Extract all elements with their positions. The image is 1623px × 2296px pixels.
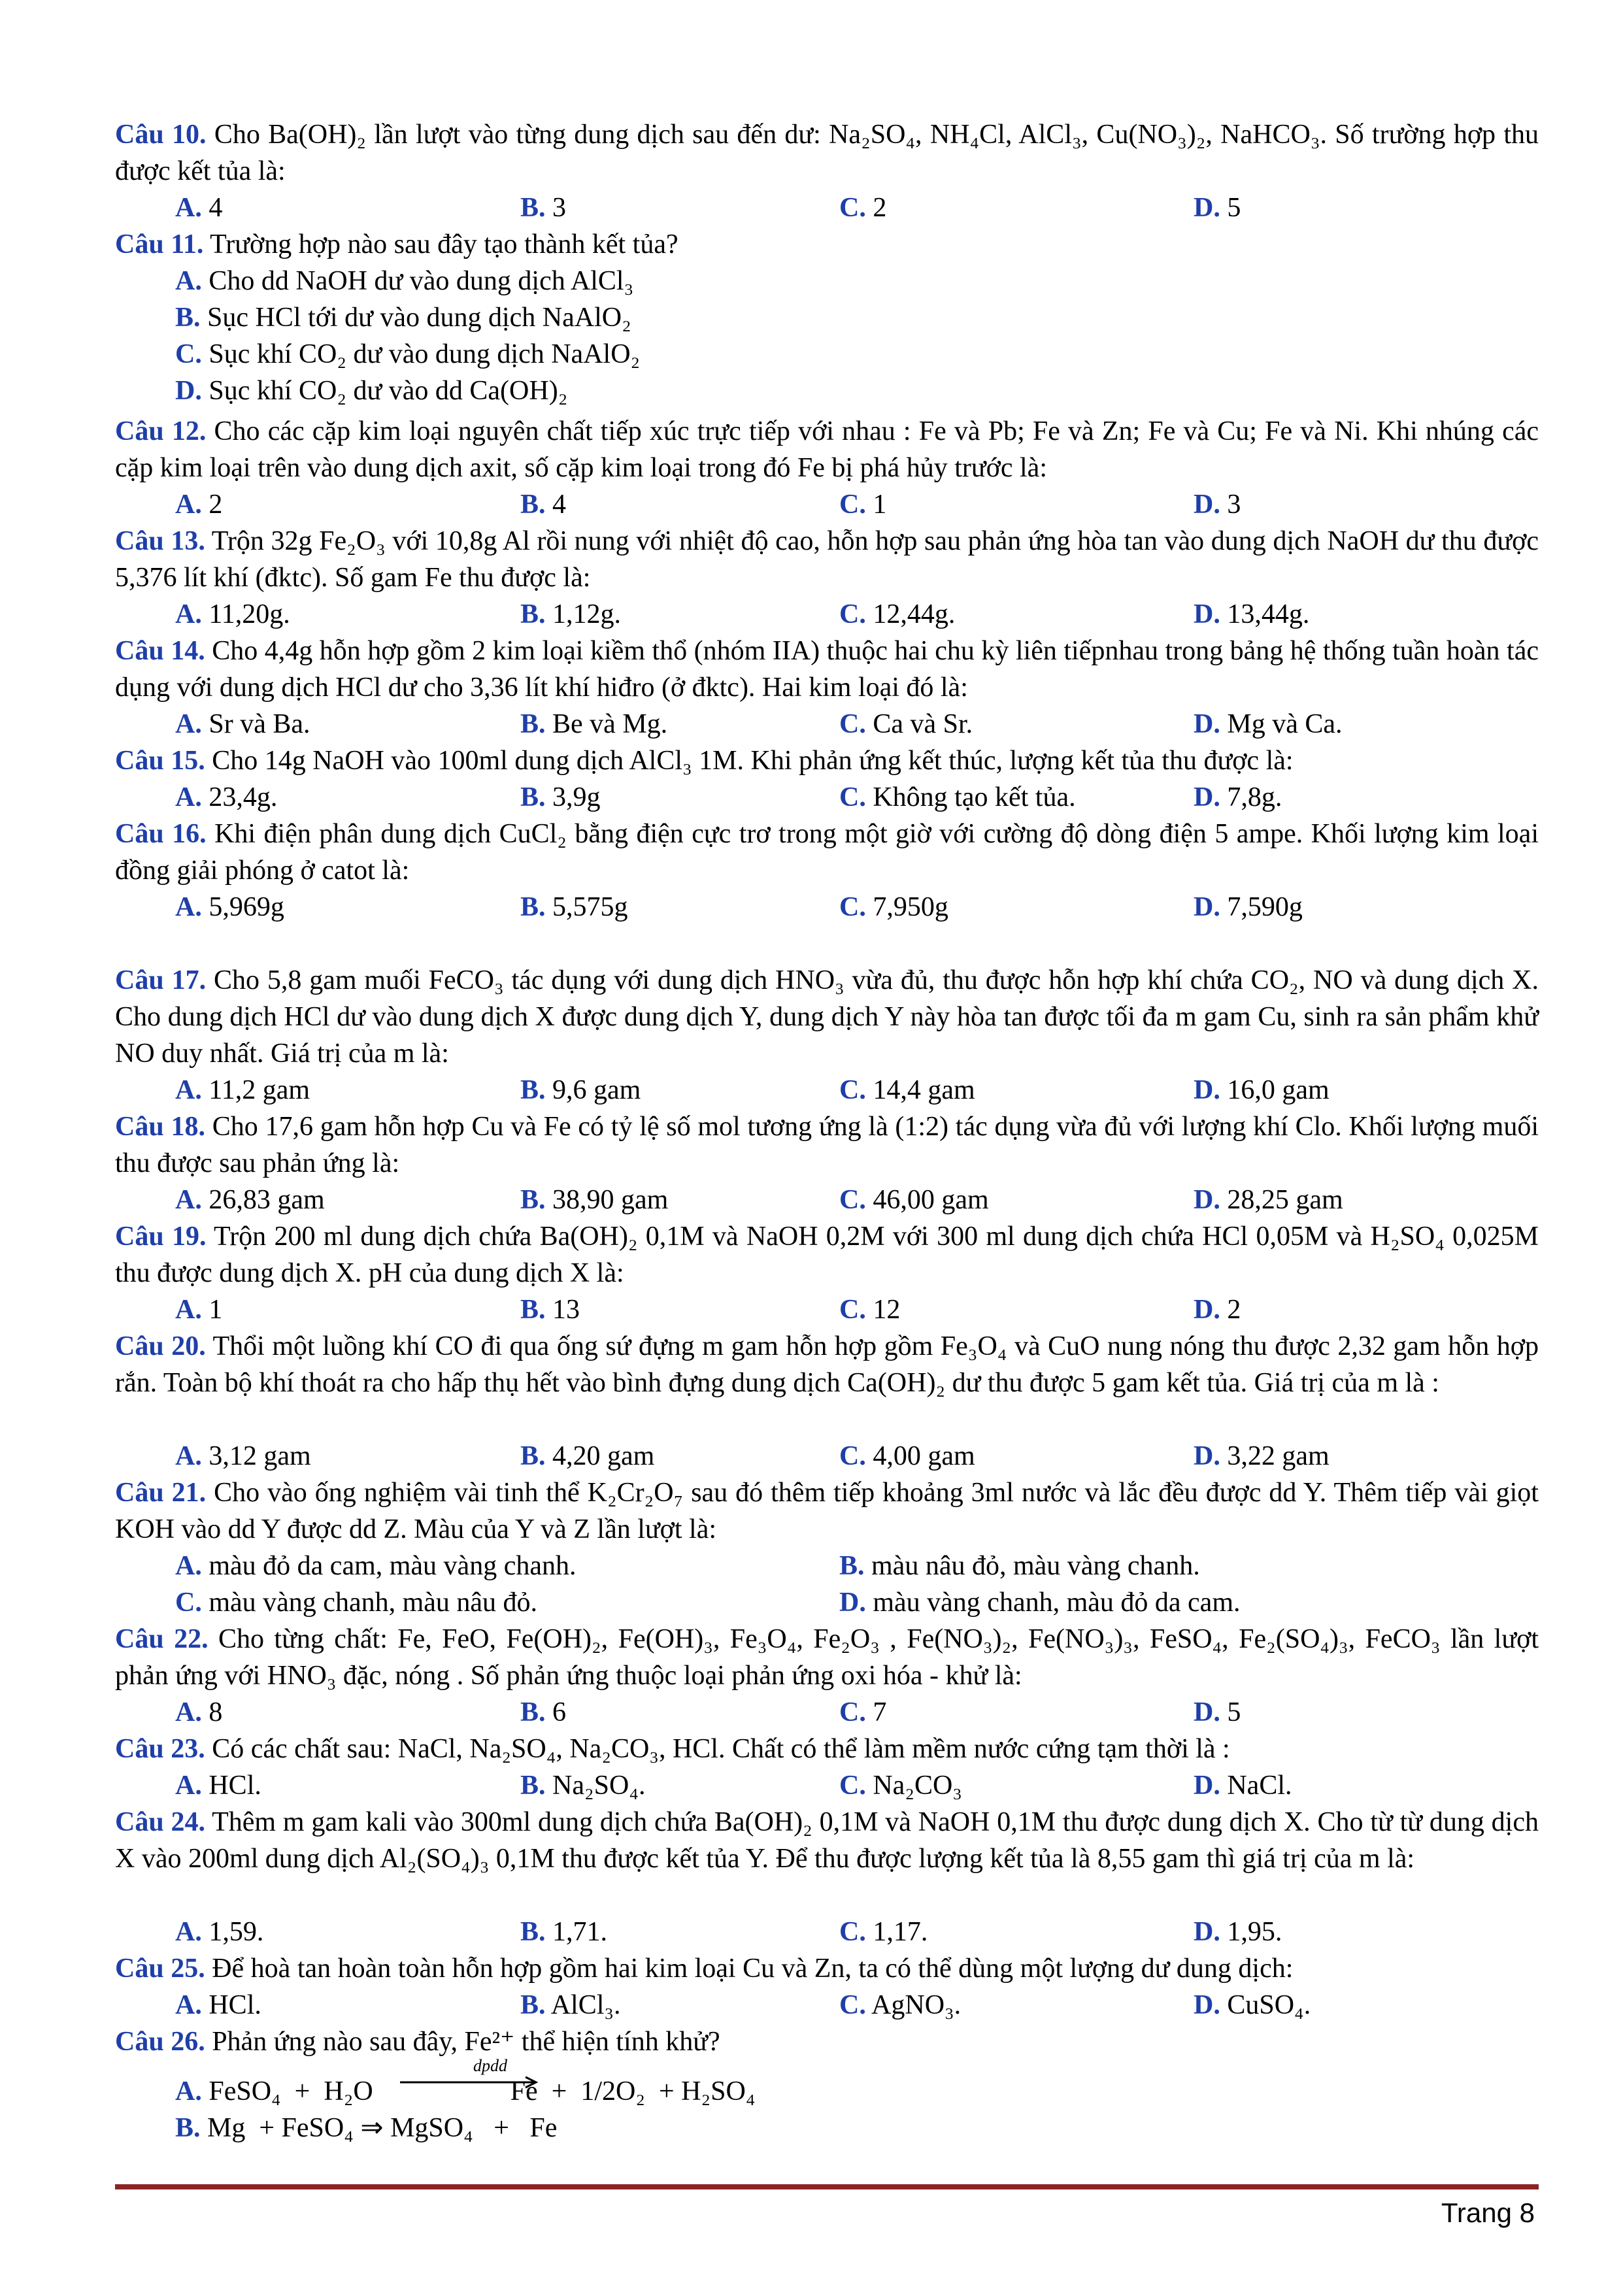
- option-letter: A.: [175, 1697, 202, 1727]
- option-text: Ca và Sr.: [873, 709, 973, 739]
- question-label: Câu 17.: [115, 965, 207, 995]
- option-text: 26,83 gam: [209, 1185, 325, 1215]
- question-label: Câu 15.: [115, 746, 205, 776]
- option-letter: C.: [175, 339, 202, 369]
- question-text: Trộn 200 ml dung dịch chứa Ba(OH)₂ 0,1M và NaOH 0,2M với 300 ml dung dịch chứa HCl 0,05M và H₂SO₄ 0,025M thu được dung dịch X. pH của dung dịch X là:: [115, 1222, 1539, 1288]
- option-text: 4: [209, 193, 223, 223]
- option-letter: A.: [175, 1771, 202, 1801]
- option-letter: C.: [839, 1697, 866, 1727]
- option-letter: B.: [520, 1917, 546, 1947]
- question-text: Cho từng chất: Fe, FeO, Fe(OH)₂, Fe(OH)₃, Fe₃O₄, Fe₂O₃ , Fe(NO₃)₂, Fe(NO₃)₃, FeSO₄, Fe₂(SO₄)₃, FeCO₃ lần lượt phản ứng với HNO₃ đặc, nóng . Số phản ứng thuộc loại phản ứng oxi hóa - khử là:: [115, 1624, 1539, 1691]
- option-letter: D.: [1194, 1917, 1220, 1947]
- option-text: 12,44g.: [873, 599, 956, 629]
- option-letter: D.: [1194, 1075, 1220, 1105]
- question-11: [115, 226, 1539, 263]
- option-letter: B.: [520, 1990, 546, 2020]
- question-text: Thêm m gam kali vào 300ml dung dịch chứa Ba(OH)₂ 0,1M và NaOH 0,1M thu được dung dịch X. Cho từ từ dung dịch X vào 200ml dung dịch Al₂(SO₄)₃ 0,1M thu được kết tủa Y. Để thu được lượng kết tủa là 8,55 gam thì giá trị của m là:: [115, 1807, 1539, 1874]
- question-label: Câu 21.: [115, 1478, 207, 1508]
- option-text: 3,22 gam: [1227, 1441, 1330, 1471]
- question-text: Cho 4,4g hỗn hợp gồm 2 kim loại kiềm thổ (nhóm IIA) thuộc hai chu kỳ liên tiếpnhau trong bảng hệ thống tuần hoàn tác dụng với dung dịch HCl dư cho 3,36 lít khí hiđro (ở đktc). Hai kim loại đó là:: [115, 636, 1539, 703]
- option-text: màu vàng chanh, màu đỏ da cam.: [873, 1588, 1241, 1618]
- option-letter: A.: [175, 490, 202, 520]
- option-letter: B.: [520, 599, 546, 629]
- option-line: [175, 299, 631, 336]
- options-row: [115, 1182, 1539, 1218]
- options-row: [115, 706, 1539, 742]
- option-letter: B.: [520, 1697, 546, 1727]
- option-letter: C.: [839, 1075, 866, 1105]
- option-text: 3,12 gam: [209, 1441, 311, 1471]
- option-letter: D.: [1194, 490, 1220, 520]
- option-letter: B.: [520, 1441, 546, 1471]
- option-text: 5: [1227, 1697, 1241, 1727]
- option-letter: A.: [175, 2076, 202, 2106]
- option-line: [175, 263, 633, 299]
- option-letter: A.: [175, 1295, 202, 1325]
- option-letter: D.: [1194, 1990, 1220, 2020]
- question-10: [115, 116, 1539, 190]
- option-text: 14,4 gam: [873, 1075, 975, 1105]
- question-text: Trộn 32g Fe₂O₃ với 10,8g Al rồi nung với nhiệt độ cao, hỗn hợp sau phản ứng hòa tan vào dung dịch NaOH dư thu được 5,376 lít khí (đktc). Số gam Fe thu được là:: [115, 526, 1539, 593]
- option-text: Be và Mg.: [552, 709, 668, 739]
- option-letter: B.: [520, 1185, 546, 1215]
- option-text: 6: [552, 1697, 567, 1727]
- option-text: Cho dd NaOH dư vào dung dịch AlCl₃: [209, 266, 634, 296]
- option-letter: C.: [839, 709, 866, 739]
- option-text: màu đỏ da cam, màu vàng chanh.: [209, 1551, 577, 1581]
- option-letter: A.: [175, 599, 202, 629]
- options-row: [115, 1584, 1539, 1621]
- question-19: [115, 1218, 1539, 1291]
- question-26: [115, 2023, 1539, 2060]
- option-line: [175, 2110, 557, 2146]
- option-letter: A.: [175, 1075, 202, 1105]
- option-text: 5,969g: [209, 892, 284, 922]
- option-text: 8: [209, 1697, 223, 1727]
- option-letter: A.: [175, 193, 202, 223]
- option-letter: A.: [175, 709, 202, 739]
- question-text: Cho vào ống nghiệm vài tinh thể K₂Cr₂O₇ sau đó thêm tiếp khoảng 3ml nước và lắc đều được dd Y. Thêm tiếp vài giọt KOH vào dd Y được dd Z. Màu của Y và Z lần lượt là:: [115, 1478, 1539, 1544]
- option-text: 1,17.: [873, 1917, 928, 1947]
- question-label: Câu 18.: [115, 1112, 205, 1142]
- option-text: 4: [552, 490, 567, 520]
- option-text: Sục khí CO₂ dư vào dd Ca(OH)₂: [209, 376, 568, 406]
- option-text: màu nâu đỏ, màu vàng chanh.: [871, 1551, 1200, 1581]
- option-text: Na₂CO₃: [873, 1771, 962, 1801]
- option-text: 46,00 gam: [873, 1185, 989, 1215]
- option-text: 23,4g.: [209, 782, 278, 812]
- option-letter: C.: [839, 490, 866, 520]
- question-label: Câu 16.: [115, 819, 207, 849]
- option-text: 2: [1227, 1295, 1241, 1325]
- option-letter: D.: [1194, 709, 1220, 739]
- option-letter: B.: [175, 2113, 201, 2143]
- option-text: 3: [552, 193, 567, 223]
- question-label: Câu 13.: [115, 526, 205, 556]
- option-text: 7: [873, 1697, 887, 1727]
- option-letter: C.: [839, 892, 866, 922]
- question-17: [115, 962, 1539, 1072]
- question-14: [115, 633, 1539, 706]
- question-label: Câu 10.: [115, 120, 207, 150]
- question-label: Câu 25.: [115, 1954, 205, 1984]
- option-letter: D.: [839, 1588, 866, 1618]
- option-letter: D.: [1194, 599, 1220, 629]
- option-text: HCl.: [209, 1771, 261, 1801]
- question-22: [115, 1621, 1539, 1694]
- question-label: Câu 19.: [115, 1222, 207, 1252]
- option-text: 1,95.: [1227, 1917, 1282, 1947]
- option-text: 11,20g.: [209, 599, 290, 629]
- option-text: 5,575g: [552, 892, 628, 922]
- option-text: FeSO₄ + H₂O Fe + 1/2O₂ + H₂SO₄: [209, 2076, 756, 2106]
- option-text: 1,59.: [209, 1917, 264, 1947]
- option-text: 3,9g: [552, 782, 601, 812]
- right-arrow-icon: [400, 2064, 544, 2090]
- option-line: [175, 336, 640, 373]
- question-label: Câu 26.: [115, 2027, 205, 2057]
- option-text: 3: [1227, 490, 1241, 520]
- question-text: Thổi một luồng khí CO đi qua ống sứ đựng m gam hỗn hợp gồm Fe₃O₄ và CuO nung nóng thu được 2,32 gam hỗn hợp rắn. Toàn bộ khí thoát ra cho hấp thụ hết vào bình đựng dung dịch Ca(OH)₂ dư thu được 5 gam kết tủa. Giá trị của m là :: [115, 1331, 1539, 1398]
- question-label: Câu 12.: [115, 416, 207, 446]
- option-text: Sục HCl tới dư vào dung dịch NaAlO₂: [207, 303, 631, 333]
- options-row: [115, 889, 1539, 925]
- question-label: Câu 24.: [115, 1807, 206, 1837]
- option-line: [175, 373, 567, 409]
- option-letter: B.: [175, 303, 201, 333]
- option-letter: A.: [175, 1917, 202, 1947]
- option-letter: D.: [1194, 193, 1220, 223]
- question-24: [115, 1804, 1539, 1877]
- options-row: [115, 1548, 1539, 1584]
- question-21: [115, 1474, 1539, 1548]
- options-row: [115, 1438, 1539, 1474]
- option-letter: C.: [839, 193, 866, 223]
- option-letter: B.: [520, 193, 546, 223]
- question-text: Khi điện phân dung dịch CuCl₂ bằng điện cực trơ trong một giờ với cường độ dòng điện 5 ampe. Khối lượng kim loại đồng giải phóng ở catot là:: [115, 819, 1539, 886]
- option-text: 11,2 gam: [209, 1075, 310, 1105]
- option-letter: D.: [1194, 1295, 1220, 1325]
- option-text: 4,00 gam: [873, 1441, 975, 1471]
- option-text: 7,950g: [873, 892, 948, 922]
- option-letter: A.: [175, 1990, 202, 2020]
- option-letter: A.: [175, 1441, 202, 1471]
- option-letter: A.: [175, 1185, 202, 1215]
- option-letter: C.: [175, 1588, 202, 1618]
- option-letter: B.: [520, 1075, 546, 1105]
- question-text: Để hoà tan hoàn toàn hỗn hợp gồm hai kim loại Cu và Zn, ta có thể dùng một lượng dư dung dịch:: [212, 1954, 1294, 1984]
- option-letter: D.: [1194, 782, 1220, 812]
- option-text: HCl.: [209, 1990, 261, 2020]
- question-label: Câu 20.: [115, 1331, 206, 1361]
- option-text: 9,6 gam: [552, 1075, 641, 1105]
- option-letter: B.: [520, 709, 546, 739]
- options-row: [115, 1291, 1539, 1328]
- option-letter: B.: [520, 782, 546, 812]
- question-25: [115, 1950, 1539, 1987]
- option-letter: A.: [175, 892, 202, 922]
- question-12: [115, 413, 1539, 486]
- option-text: 16,0 gam: [1227, 1075, 1330, 1105]
- question-text: Cho Ba(OH)₂ lần lượt vào từng dung dịch sau đến dư: Na₂SO₄, NH₄Cl, AlCl₃, Cu(NO₃)₂, NaHCO₃. Số trường hợp thu được kết tủa là:: [115, 120, 1539, 186]
- question-label: Câu 22.: [115, 1624, 209, 1654]
- option-text: Na₂SO₄.: [552, 1771, 646, 1801]
- option-text: 1: [873, 490, 887, 520]
- option-letter: A.: [175, 782, 202, 812]
- option-letter: C.: [839, 1990, 866, 2020]
- option-letter: C.: [839, 599, 866, 629]
- question-label: Câu 23.: [115, 1734, 205, 1764]
- option-text: 12: [873, 1295, 901, 1325]
- option-text: 7,590g: [1227, 892, 1303, 922]
- question-label: Câu 11.: [115, 229, 204, 259]
- option-letter: C.: [839, 1185, 866, 1215]
- option-text: 2: [873, 193, 887, 223]
- question-13: [115, 523, 1539, 596]
- option-letter: A.: [175, 266, 202, 296]
- option-letter: B.: [520, 1771, 546, 1801]
- options-row: [115, 779, 1539, 816]
- option-text: 2: [209, 490, 223, 520]
- option-letter: D.: [175, 376, 202, 406]
- option-text: 1,71.: [552, 1917, 608, 1947]
- question-text: Cho 5,8 gam muối FeCO₃ tác dụng với dung dịch HNO₃ vừa đủ, thu được hỗn hợp khí chứa CO₂, NO và dung dịch X. Cho dung dịch HCl dư vào dung dịch X được dung dịch Y, dung dịch Y này hòa tan được tối đa m gam Cu, sinh ra sản phẩm khử NO duy nhất. Giá trị của m là:: [115, 965, 1539, 1069]
- option-text: 1: [209, 1295, 223, 1325]
- question-23: [115, 1731, 1539, 1767]
- option-letter: C.: [839, 1441, 866, 1471]
- option-letter: B.: [520, 490, 546, 520]
- question-text: Cho 14g NaOH vào 100ml dung dịch AlCl₃ 1M. Khi phản ứng kết thúc, lượng kết tủa thu được là:: [212, 746, 1294, 776]
- option-text: 7,8g.: [1227, 782, 1282, 812]
- option-text: CuSO₄.: [1227, 1990, 1311, 2020]
- options-row: [115, 1694, 1539, 1731]
- option-text: AlCl₃.: [550, 1990, 621, 2020]
- question-text: Có các chất sau: NaCl, Na₂SO₄, Na₂CO₃, HCl. Chất có thể làm mềm nước cứng tạm thời là :: [212, 1734, 1230, 1764]
- options-row: [115, 1767, 1539, 1804]
- option-letter: A.: [175, 1551, 202, 1581]
- option-text: 5: [1227, 193, 1241, 223]
- option-letter: D.: [1194, 892, 1220, 922]
- option-letter: C.: [839, 782, 866, 812]
- option-letter: C.: [839, 1295, 866, 1325]
- option-letter: D.: [1194, 1697, 1220, 1727]
- option-text: Không tạo kết tủa.: [873, 782, 1076, 812]
- options-row: [115, 1987, 1539, 2023]
- question-text: Phản ứng nào sau đây, Fe²⁺ thể hiện tính khử?: [212, 2027, 720, 2057]
- option-text: màu vàng chanh, màu nâu đỏ.: [209, 1588, 538, 1618]
- option-letter: D.: [1194, 1441, 1220, 1471]
- footer-rule: [115, 2184, 1539, 2189]
- question-text: Cho 17,6 gam hỗn hợp Cu và Fe có tỷ lệ số mol tương ứng là (1:2) tác dụng vừa đủ với lượng khí Clo. Khối lượng muối thu được sau phản ứng là:: [115, 1112, 1539, 1178]
- question-text: Cho các cặp kim loại nguyên chất tiếp xúc trực tiếp với nhau : Fe và Pb; Fe và Zn; Fe và Cu; Fe và Ni. Khi nhúng các cặp kim loại trên vào dung dịch axit, số cặp kim loại trong đó Fe bị phá hủy trước là:: [115, 416, 1539, 483]
- option-text: Mg + FeSO₄ ⇒ MgSO₄ + Fe: [207, 2113, 558, 2143]
- reaction-arrow: [400, 2056, 544, 2090]
- question-label: Câu 14.: [115, 636, 205, 666]
- option-text: 1,12g.: [552, 599, 622, 629]
- option-letter: C.: [839, 1771, 866, 1801]
- option-text: Sục khí CO₂ dư vào dung dịch NaAlO₂: [209, 339, 641, 369]
- options-row: [115, 1914, 1539, 1950]
- option-text: Sr và Ba.: [209, 709, 310, 739]
- options-row: [115, 1072, 1539, 1108]
- option-letter: D.: [1194, 1771, 1220, 1801]
- option-text: 28,25 gam: [1227, 1185, 1343, 1215]
- option-text: 13,44g.: [1227, 599, 1310, 629]
- option-letter: B.: [839, 1551, 865, 1581]
- option-text: 38,90 gam: [552, 1185, 669, 1215]
- question-20: [115, 1328, 1539, 1401]
- question-text: Trường hợp nào sau đây tạo thành kết tủa?: [210, 229, 678, 259]
- options-row: [115, 486, 1539, 523]
- option-text: Mg và Ca.: [1227, 709, 1343, 739]
- option-text: AgNO₃.: [871, 1990, 962, 2020]
- page-number: Trang 8: [1441, 2197, 1535, 2228]
- option-text: 13: [552, 1295, 580, 1325]
- option-text: NaCl.: [1227, 1771, 1292, 1801]
- question-15: [115, 742, 1539, 779]
- options-row: [115, 596, 1539, 633]
- option-letter: B.: [520, 1295, 546, 1325]
- question-18: [115, 1108, 1539, 1182]
- option-letter: B.: [520, 892, 546, 922]
- option-letter: C.: [839, 1917, 866, 1947]
- arrow-condition-label: dpdd: [473, 2056, 507, 2075]
- question-16: [115, 816, 1539, 889]
- option-letter: D.: [1194, 1185, 1220, 1215]
- option-text: 4,20 gam: [552, 1441, 655, 1471]
- options-row: [115, 190, 1539, 226]
